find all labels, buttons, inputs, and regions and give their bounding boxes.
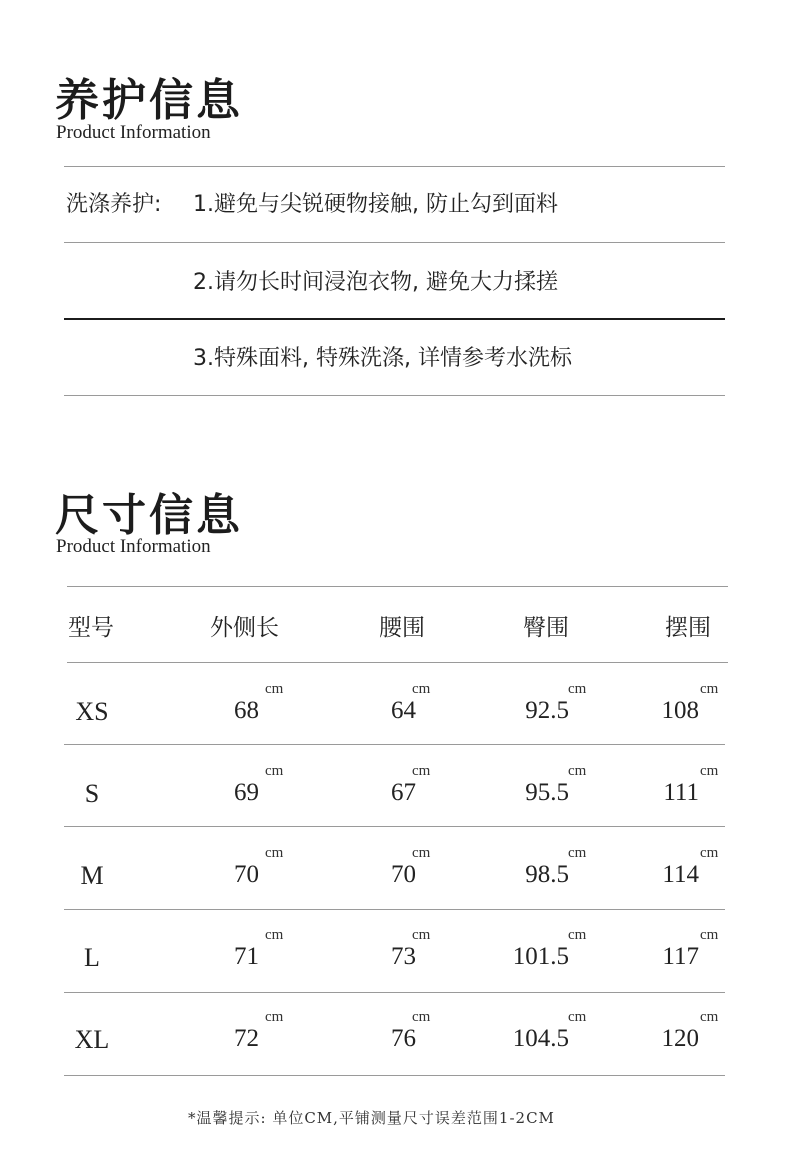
header-size: 型号 — [68, 615, 114, 641]
unit-label: cm — [265, 845, 284, 861]
value-cell: 69 — [234, 779, 259, 806]
unit-label: cm — [265, 1009, 284, 1025]
value-cell: 70 — [234, 861, 259, 888]
unit-label: cm — [412, 681, 431, 697]
unit-label: cm — [568, 927, 587, 943]
care-item-3: 3.特殊面料, 特殊洗涤, 详情参考水洗标 — [193, 346, 572, 371]
value-cell: 68 — [234, 697, 259, 724]
unit-label: cm — [568, 681, 587, 697]
unit-label: cm — [700, 927, 719, 943]
unit-label: cm — [568, 1009, 587, 1025]
value-cell: 111 — [663, 779, 699, 806]
value-cell: 92.5 — [525, 697, 569, 724]
size-cell: L — [84, 943, 100, 972]
value-cell: 101.5 — [512, 943, 569, 970]
unit-label: cm — [700, 763, 719, 779]
unit-label: cm — [412, 845, 431, 861]
divider — [64, 826, 725, 827]
divider — [64, 166, 725, 167]
divider — [64, 1075, 725, 1076]
divider — [64, 242, 725, 243]
care-label: 洗涤养护: — [66, 192, 162, 217]
value-cell: 67 — [391, 779, 416, 806]
size-note: *温馨提示: 单位CM,平铺测量尺寸误差范围1-2CM — [188, 1109, 555, 1127]
value-cell: 98.5 — [525, 861, 569, 888]
value-cell: 120 — [661, 1025, 699, 1052]
value-cell: 72 — [234, 1025, 259, 1052]
divider — [64, 318, 725, 320]
header-hip: 臀围 — [523, 615, 569, 641]
divider — [64, 395, 725, 396]
care-subtitle: Product Information — [56, 122, 211, 143]
value-cell: 71 — [234, 943, 259, 970]
value-cell: 114 — [662, 861, 699, 888]
table-top-border — [67, 586, 728, 587]
divider — [64, 992, 725, 993]
value-cell: 95.5 — [525, 779, 569, 806]
divider — [64, 909, 725, 910]
unit-label: cm — [265, 927, 284, 943]
value-cell: 70 — [391, 861, 416, 888]
unit-label: cm — [568, 763, 587, 779]
value-cell: 76 — [391, 1025, 416, 1052]
header-outseam: 外侧长 — [210, 615, 279, 641]
unit-label: cm — [568, 845, 587, 861]
divider — [64, 744, 725, 745]
value-cell: 64 — [391, 697, 416, 724]
divider — [67, 662, 728, 663]
size-title: 尺寸信息 — [55, 490, 243, 541]
care-title: 养护信息 — [55, 75, 243, 126]
unit-label: cm — [700, 845, 719, 861]
unit-label: cm — [412, 1009, 431, 1025]
header-waist: 腰围 — [379, 615, 425, 641]
care-item-2: 2.请勿长时间浸泡衣物, 避免大力揉搓 — [193, 270, 558, 295]
unit-label: cm — [412, 927, 431, 943]
header-hem: 摆围 — [665, 615, 711, 641]
unit-label: cm — [265, 763, 284, 779]
value-cell: 117 — [662, 943, 699, 970]
care-item-1: 1.避免与尖锐硬物接触, 防止勾到面料 — [193, 192, 558, 217]
value-cell: 104.5 — [512, 1025, 569, 1052]
unit-label: cm — [265, 681, 284, 697]
size-cell: S — [84, 779, 100, 808]
size-cell: M — [80, 861, 104, 890]
value-cell: 73 — [391, 943, 416, 970]
size-cell: XS — [75, 697, 109, 726]
size-cell: XL — [74, 1025, 110, 1054]
unit-label: cm — [412, 763, 431, 779]
unit-label: cm — [700, 681, 719, 697]
size-subtitle: Product Information — [56, 536, 211, 557]
value-cell: 108 — [661, 697, 699, 724]
unit-label: cm — [700, 1009, 719, 1025]
